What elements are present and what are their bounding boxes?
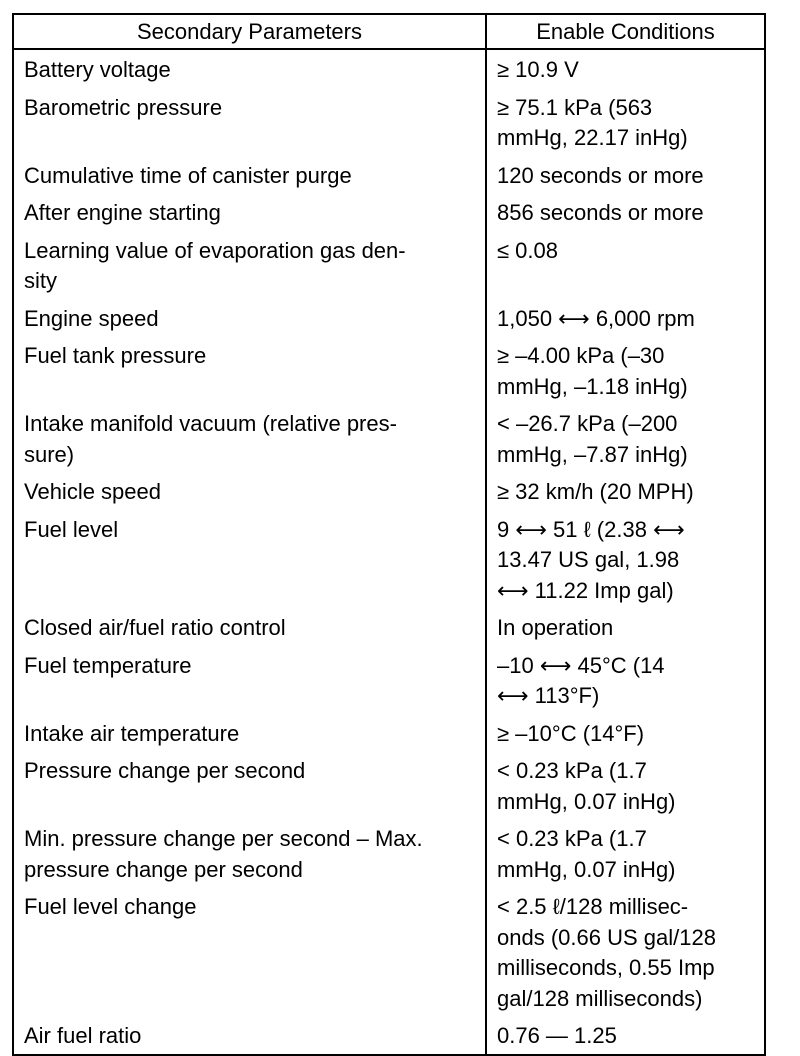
condition-cell: ≤ 0.08 <box>497 237 559 263</box>
enable-conditions-table <box>12 13 766 1056</box>
table-row <box>13 231 765 299</box>
condition-cell: ≥ 10.9 V <box>497 57 579 82</box>
table-row <box>13 336 765 404</box>
parameter-cell: Engine speed <box>13 299 486 337</box>
parameter-cell: Fuel level change <box>13 887 486 1016</box>
condition-cell: 856 seconds or more <box>497 200 704 225</box>
table-header-row <box>13 14 765 49</box>
table-row <box>13 714 765 752</box>
parameter-cell: Battery voltage <box>13 49 486 88</box>
condition-cell: 1,050 ⟷ 6,000 rpm <box>497 305 695 331</box>
table-row <box>13 887 765 1016</box>
condition-cell: < 0.23 kPa (1.7 mmHg, 0.07 inHg) <box>497 758 676 814</box>
condition-cell: ≥ 32 km/h (20 MPH) <box>497 479 694 504</box>
parameter-cell: Fuel temperature <box>13 646 486 714</box>
table-row <box>13 510 765 609</box>
table-row <box>13 819 765 887</box>
parameter-cell: Air fuel ratio <box>13 1016 486 1055</box>
parameter-cell: Closed air/fuel ratio control <box>13 608 486 646</box>
condition-cell: ≥ –10°C (14°F) <box>497 720 645 746</box>
condition-cell: < 2.5 ℓ/128 millisec- onds (0.66 US gal/128 milliseconds, 0.55 Imp gal/128 milliseconds) <box>497 894 716 1011</box>
header-enable-conditions: Enable Conditions <box>486 14 765 49</box>
condition-cell: ≥ –4.00 kPa (–30 mmHg, –1.18 inHg) <box>497 343 688 399</box>
parameter-cell: Min. pressure change per second – Max. pressure change per second <box>13 819 486 887</box>
table-row <box>13 88 765 156</box>
condition-cell: < –26.7 kPa (–200 mmHg, –7.87 inHg) <box>497 411 688 467</box>
condition-cell: 9 ⟷ 51 ℓ (2.38 ⟷ 13.47 US gal, 1.98 ⟷ 11.22 Imp gal) <box>497 516 685 603</box>
parameter-cell: Intake manifold vacuum (relative pres- sure) <box>13 404 486 472</box>
parameter-cell: Intake air temperature <box>13 714 486 752</box>
table-row <box>13 193 765 231</box>
condition-cell: 0.76 — 1.25 <box>497 1023 617 1048</box>
table-row <box>13 156 765 194</box>
parameter-cell: Learning value of evaporation gas den- sity <box>13 231 486 299</box>
parameter-cell: Cumulative time of canister purge <box>13 156 486 194</box>
condition-cell: < 0.23 kPa (1.7 mmHg, 0.07 inHg) <box>497 826 676 882</box>
table-row <box>13 1016 765 1055</box>
condition-cell: –10 ⟷ 45°C (14 ⟷ 113°F) <box>497 652 665 708</box>
parameter-cell: Barometric pressure <box>13 88 486 156</box>
table-row <box>13 751 765 819</box>
table-row <box>13 49 765 88</box>
parameter-cell: Fuel level <box>13 510 486 609</box>
condition-cell: ≥ 75.1 kPa (563 mmHg, 22.17 inHg) <box>497 94 688 150</box>
table-row <box>13 646 765 714</box>
condition-cell: In operation <box>497 615 614 640</box>
table-row <box>13 472 765 510</box>
parameter-cell: Pressure change per second <box>13 751 486 819</box>
header-secondary-parameters: Secondary Parameters <box>13 14 486 49</box>
condition-cell: 120 seconds or more <box>497 162 704 188</box>
table-row <box>13 299 765 337</box>
table-row <box>13 404 765 472</box>
table-row <box>13 608 765 646</box>
parameter-cell: Vehicle speed <box>13 472 486 510</box>
parameter-cell: After engine starting <box>13 193 486 231</box>
parameter-cell: Fuel tank pressure <box>13 336 486 404</box>
